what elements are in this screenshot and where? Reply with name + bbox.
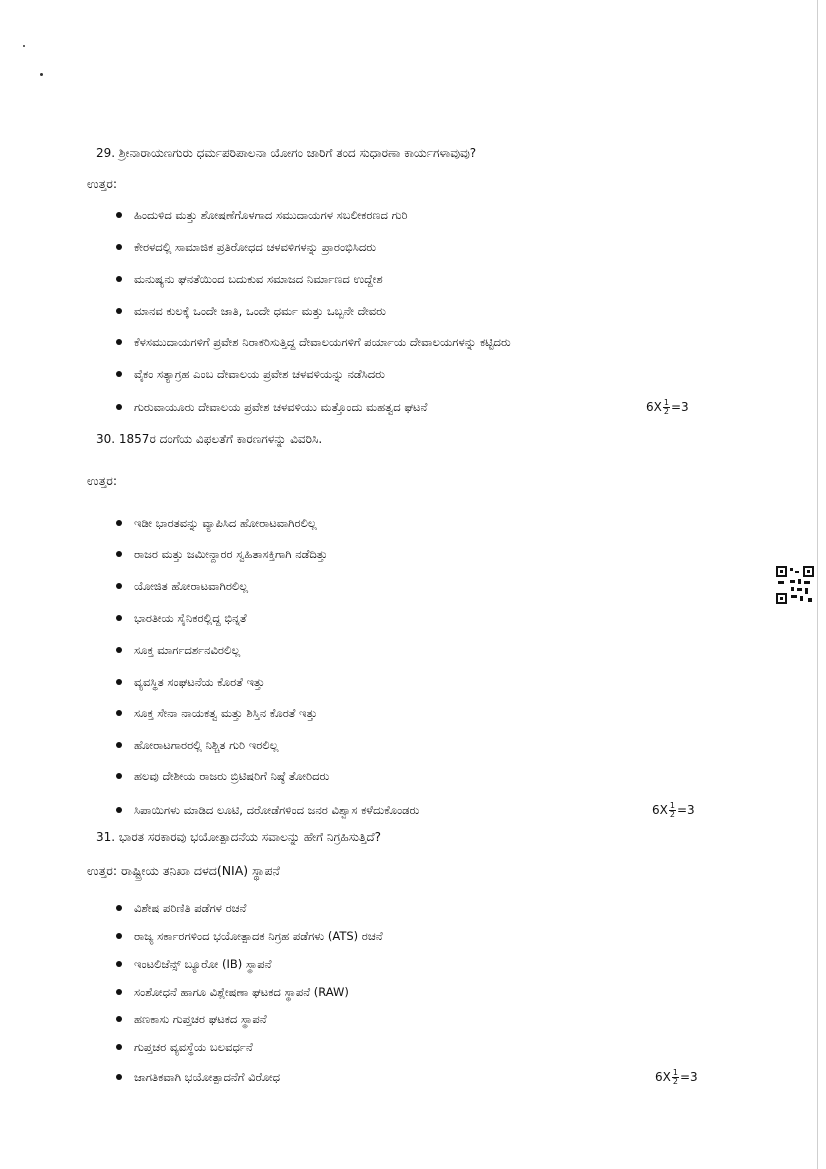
list-item: ಗುರುವಾಯೂರು ದೇವಾಲಯ ಪ್ರವೇಶ ಚಳವಳಿಯು ಮತ್ತೊಂದು ಮಹತ್ವದ ಘಟನೆ bbox=[116, 399, 427, 415]
marks-31: 6X $\frac{1}{2}$ =3 bbox=[655, 1068, 698, 1086]
list-item: ಇಡೀ ಭಾರತವನ್ನು ವ್ಯಾಪಿಸಿದ ಹೋರಾಟವಾಗಿರಲಿಲ್ಲ bbox=[116, 515, 317, 531]
bullet-icon bbox=[116, 933, 122, 939]
list-item: ಕೇರಳದಲ್ಲಿ ಸಾಮಾಜಿಕ ಪ್ರತಿರೋಧದ ಚಳವಳಿಗಳನ್ನು ಪ್ರಾರಂಭಿಸಿದರು bbox=[116, 239, 376, 255]
bullet-icon bbox=[116, 212, 122, 218]
fraction: $\frac{1}{2}$ bbox=[672, 1068, 678, 1086]
bullet-icon bbox=[116, 1016, 122, 1022]
bullet-icon bbox=[116, 615, 122, 621]
bullet-icon bbox=[116, 276, 122, 282]
list-item: ಹಿಂದುಳಿದ ಮತ್ತು ಶೋಷಣೆಗೊಳಗಾದ ಸಮುದಾಯಗಳ ಸಬಲೀಕರಣದ ಗುರಿ bbox=[116, 207, 408, 223]
list-item: ಯೋಜಿತ ಹೋರಾಟವಾಗಿರಲಿಲ್ಲ bbox=[116, 578, 248, 594]
list-item: ಮಾನವ ಕುಲಕ್ಕೆ ಒಂದೇ ಜಾತಿ, ಒಂದೇ ಧರ್ಮ ಮತ್ತು ಒಬ್ಬನೇ ದೇವರು bbox=[116, 303, 386, 319]
answer-label-30: ಉತ್ತರ: bbox=[87, 473, 118, 488]
list-item: ಸಿಪಾಯಿಗಳು ಮಾಡಿದ ಲೂಟಿ, ದರೋಡೆಗಳಿಂದ ಜನರ ವಿಶ್ವಾಸ ಕಳೆದುಕೊಂಡರು bbox=[116, 802, 419, 818]
list-item: ಹಲವು ದೇಶೀಯ ರಾಜರು ಬ್ರಿಟಿಷರಿಗೆ ನಿಷ್ಠೆ ತೋರಿದರು bbox=[116, 768, 329, 784]
answer-label-31: ಉತ್ತರ: ರಾಷ್ಟ್ರೀಯ ತನಿಖಾ ದಳದ(NIA) ಸ್ಥಾಪನೆ bbox=[87, 863, 280, 878]
list-item: ವೈಕಂ ಸತ್ಯಾಗ್ರಹ ಎಂಬ ದೇವಾಲಯ ಪ್ರವೇಶ ಚಳವಳಿಯನ್ನು ನಡೆಸಿದರು bbox=[116, 366, 385, 382]
scan-edge bbox=[817, 0, 818, 1169]
bullet-icon bbox=[116, 244, 122, 250]
question-31: 31. ಭಾರತ ಸರಕಾರವು ಭಯೋತ್ಪಾದನೆಯ ಸವಾಲನ್ನು ಹೇಗೆ ನಿಗ್ರಹಿಸುತ್ತಿದೆ? bbox=[96, 830, 381, 844]
list-item: ಜಾಗತಿಕವಾಗಿ ಭಯೋತ್ಪಾದನೆಗೆ ವಿರೋಧ bbox=[116, 1069, 280, 1085]
bullet-icon bbox=[116, 308, 122, 314]
list-item: ಸೂಕ್ತ ಸೇನಾ ನಾಯಕತ್ವ ಮತ್ತು ಶಿಸ್ತಿನ ಕೊರತೆ ಇತ್ತು bbox=[116, 705, 317, 721]
list-item: ವ್ಯವಸ್ಥಿತ ಸಂಘಟನೆಯ ಕೊರತೆ ಇತ್ತು bbox=[116, 674, 265, 690]
bullet-icon bbox=[116, 583, 122, 589]
list-item: ಕೆಳಸಮುದಾಯಗಳಿಗೆ ಪ್ರವೇಶ ನಿರಾಕರಿಸುತ್ತಿದ್ದ ದೇವಾಲಯಗಳಿಗೆ ಪರ್ಯಾಯ ದೇವಾಲಯಗಳನ್ನು ಕಟ್ಟಿದರು bbox=[116, 334, 511, 350]
list-item: ವಿಶೇಷ ಪರಿಣಿತಿ ಪಡೆಗಳ ರಚನೆ bbox=[116, 900, 246, 916]
question-30: 30. 1857ರ ದಂಗೆಯ ವಿಫಲತೆಗೆ ಕಾರಣಗಳನ್ನು ವಿವರಿಸಿ. bbox=[96, 432, 323, 446]
bullet-icon bbox=[116, 742, 122, 748]
bullet-icon bbox=[116, 551, 122, 557]
question-29: 29. ಶ್ರೀನಾರಾಯಣಗುರು ಧರ್ಮಪರಿಪಾಲನಾ ಯೋಗಂ ಜಾರಿಗೆ ತಂದ ಸುಧಾರಣಾ ಕಾರ್ಯಗಳಾವುವು? bbox=[96, 146, 477, 160]
bullet-icon bbox=[116, 905, 122, 911]
list-item: ಗುಪ್ತಚರ ವ್ಯವಸ್ಥೆಯ ಬಲವರ್ಧನೆ bbox=[116, 1039, 253, 1055]
list-item: ಸೂಕ್ತ ಮಾರ್ಗದರ್ಶನವಿರಲಿಲ್ಲ bbox=[116, 642, 240, 658]
bullet-icon bbox=[116, 404, 122, 410]
bullet-icon bbox=[116, 1044, 122, 1050]
bullet-icon bbox=[116, 989, 122, 995]
marks-29: 6X $\frac{1}{2}$ =3 bbox=[646, 398, 689, 416]
answer-label-29: ಉತ್ತರ: bbox=[87, 176, 118, 191]
list-item: ಸಂಶೋಧನೆ ಹಾಗೂ ವಿಶ್ಲೇಷಣಾ ಘಟಕದ ಸ್ಥಾಪನೆ (RAW) bbox=[116, 984, 349, 1000]
bullet-icon bbox=[116, 647, 122, 653]
bullet-icon bbox=[116, 679, 122, 685]
list-item: ಹಣಕಾಸು ಗುಪ್ತಚರ ಘಟಕದ ಸ್ಥಾಪನೆ bbox=[116, 1011, 267, 1027]
scan-speck bbox=[40, 73, 43, 76]
bullet-icon bbox=[116, 371, 122, 377]
bullet-icon bbox=[116, 807, 122, 813]
bullet-icon bbox=[116, 710, 122, 716]
marks-30: 6X $\frac{1}{2}$ =3 bbox=[652, 801, 695, 819]
fraction: $\frac{1}{2}$ bbox=[663, 398, 669, 416]
list-item: ಭಾರತೀಯ ಸೈನಿಕರಲ್ಲಿದ್ದ ಭಿನ್ನತೆ bbox=[116, 610, 247, 626]
bullet-icon bbox=[116, 961, 122, 967]
qr-code-icon bbox=[776, 566, 814, 604]
bullet-icon bbox=[116, 1074, 122, 1080]
list-item: ಇಂಟಲಿಜೆನ್ಸ್ ಬ್ಯೂರೋ (IB) ಸ್ಥಾಪನೆ bbox=[116, 956, 272, 972]
list-item: ರಾಜರ ಮತ್ತು ಜಮೀನ್ದಾರರ ಸ್ವಹಿತಾಸಕ್ತಿಗಾಗಿ ನಡೆದಿತ್ತು bbox=[116, 546, 328, 562]
fraction: $\frac{1}{2}$ bbox=[669, 801, 675, 819]
bullet-icon bbox=[116, 773, 122, 779]
scan-speck bbox=[23, 45, 25, 47]
list-item: ಹೋರಾಟಗಾರರಲ್ಲಿ ನಿಶ್ಚಿತ ಗುರಿ ಇರಲಿಲ್ಲ bbox=[116, 737, 278, 753]
bullet-icon bbox=[116, 520, 122, 526]
list-item: ಮನುಷ್ಯನು ಘನತೆಯಿಂದ ಬದುಕುವ ಸಮಾಜದ ನಿರ್ಮಾಣದ ಉದ್ದೇಶ bbox=[116, 271, 383, 287]
bullet-icon bbox=[116, 339, 122, 345]
list-item: ರಾಜ್ಯ ಸರ್ಕಾರಗಳಿಂದ ಭಯೋತ್ಪಾದಕ ನಿಗ್ರಹ ಪಡೆಗಳು (ATS) ರಚನೆ bbox=[116, 928, 383, 944]
